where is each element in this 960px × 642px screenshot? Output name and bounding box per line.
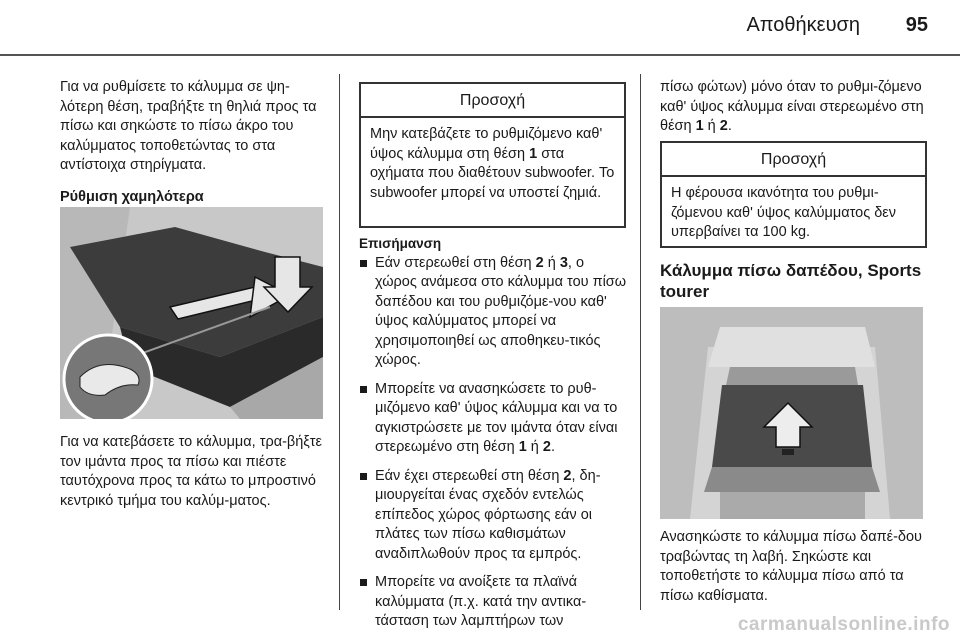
note-bullet: Μπορείτε να ανοίξετε τα πλαϊνά καλύμματα (π.χ. κατά την αντικα-τάσταση των λαμπτήρων των	[359, 573, 629, 632]
column-1-lower	[60, 433, 328, 511]
note-bullet: Εάν στερεωθεί στη θέση 2 ή 3, ο χώρος ανάμεσα στο κάλυμμα του πίσω δαπέδου και του ρυθμιζόμε-νου καθ' ύψος καλύμματος μπορεί να χρησιμοποιηθεί ως αποθηκευ-τικός χώρος.	[359, 254, 629, 371]
subheading-lower: Ρύθμιση χαμηλότερα	[60, 188, 204, 205]
note-section	[359, 234, 629, 641]
column-3-lower	[660, 528, 935, 606]
section-heading: Κάλυμμα πίσω δαπέδου, Sports tourer	[660, 261, 922, 301]
note-title: Επισήμανση	[359, 236, 442, 251]
column-divider-left	[339, 74, 340, 610]
cargo-cover-illustration	[60, 207, 323, 419]
page-header-title: Αποθήκευση	[746, 14, 860, 36]
note-bullet-list	[359, 254, 629, 632]
cargo-cover-photo	[60, 207, 323, 419]
column-divider-right	[640, 74, 641, 610]
header-rule	[0, 54, 960, 56]
floor-cover-illustration	[660, 307, 923, 519]
lower-paragraph: Για να κατεβάσετε το κάλυμμα, τρα-βήξτε τον ιμάντα προς τα πίσω και πιέστε ταυτόχρονα προς τα κάτω το μπροστινό κεντρικό τμήμα του καλύμ-ματος.	[60, 434, 322, 509]
note-bullet: Μπορείτε να ανασηκώσετε το ρυθ-μιζόμενο καθ' ύψος κάλυμμα και να το αγκιστρώσετε με τον ιμάντα όταν είναι στερεωμένο στη θέση 1 ή 2.	[359, 380, 629, 458]
caution-title: Προσοχή	[361, 84, 624, 118]
column-1	[60, 78, 328, 207]
section-heading-block	[660, 260, 935, 302]
lower-paragraph: Ανασηκώστε το κάλυμμα πίσω δαπέ-δου τραβώντας τη λαβή. Σηκώστε και τοποθετήστε το κάλυμμα πίσω από τα πίσω καθίσματα.	[660, 529, 922, 604]
page-number: 95	[905, 14, 928, 36]
column-3	[660, 78, 930, 137]
intro-paragraph: Για να ρυθμίσετε το κάλυμμα σε ψη-λότερη θέση, τραβήξτε τη θηλιά προς τα πίσω και σηκώστε το πίσω άκρο του καλύμματος τοποθετώντας το στα αντίστοιχα στηρίγματα.	[60, 79, 317, 173]
caution-body: Μην κατεβάζετε το ρυθμιζόμενο καθ' ύψος κάλυμμα στη θέση 1 στα οχήματα που διαθέτουν subwoofer. Το subwoofer μπορεί να υποστεί ζημιά.	[370, 126, 615, 201]
caution-box-2	[660, 141, 927, 248]
note-bullet: Εάν έχει στερεωθεί στη θέση 2, δη-μιουργείται ένας σχεδόν εντελώς επίπεδος χώρος φόρτωσης εάν οι πλάτες των πίσω καθισμάτων αναδιπλωθούν προς τα εμπρός.	[359, 467, 629, 565]
continuation-paragraph: πίσω φώτων) μόνο όταν το ρυθμι-ζόμενο καθ' ύψος κάλυμμα είναι στερεωμένο στη θέση 1 ή 2.	[660, 79, 924, 134]
caution-body: Η φέρουσα ικανότητα του ρυθμι-ζόμενου καθ' ύψος καλύμματος δεν υπερβαίνει τα 100 kg.	[671, 185, 897, 240]
watermark: carmanualsonline.info	[737, 614, 950, 635]
caution-box-1	[359, 82, 626, 228]
floor-cover-photo	[660, 307, 923, 519]
caution-title: Προσοχή	[662, 143, 925, 177]
